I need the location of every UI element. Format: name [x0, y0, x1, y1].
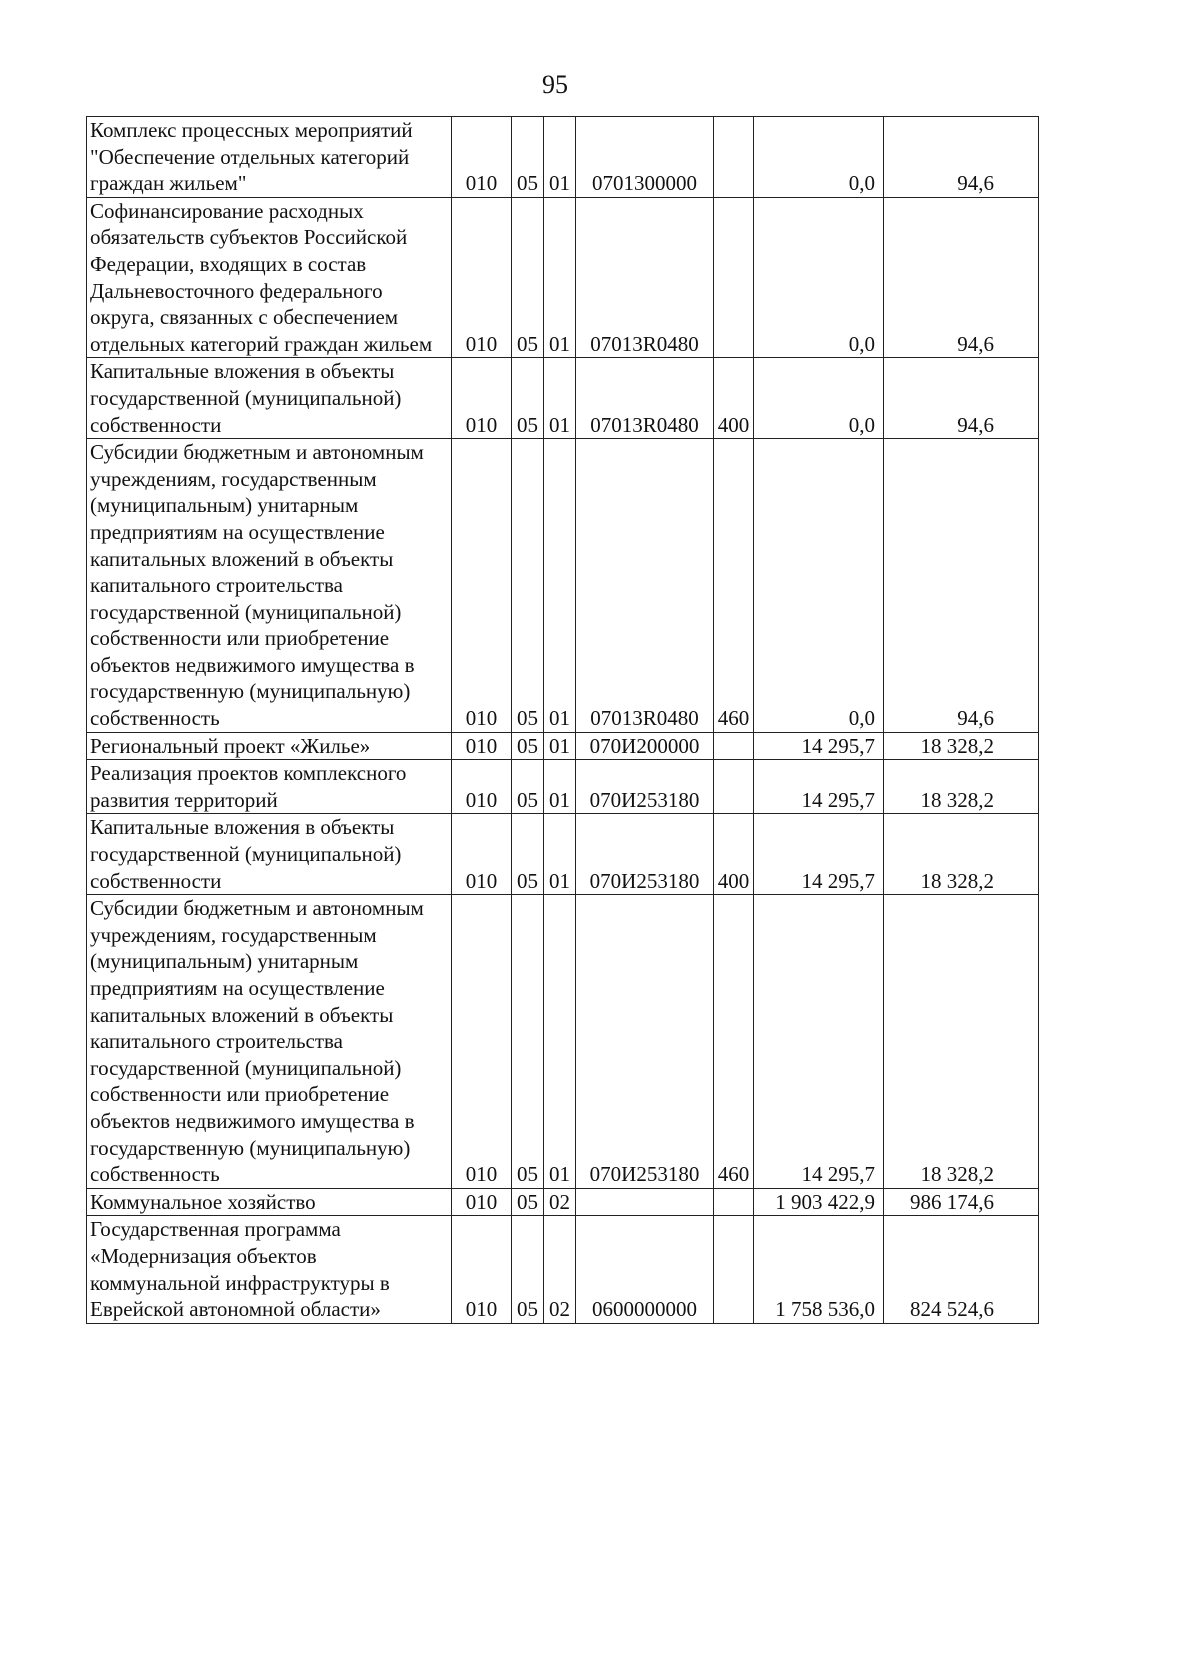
table-row — [87, 117, 1039, 198]
amount-year1-cell: 0,0 — [754, 358, 884, 439]
target-article-cell — [576, 1188, 714, 1216]
expense-type-cell: 400 — [714, 814, 754, 895]
amount-year1-cell: 14 295,7 — [754, 814, 884, 895]
target-article-cell: 07013R0480 — [576, 358, 714, 439]
item-name-cell: Субсидии бюджетным и автономным учреждениям, государственным (муниципальным) унитарным предприятиям на осуществление капитальных вложений в объекты капитального строительства государственной (муниципальной) собственности или приобретение объектов недвижимого имущества в государственную (муниципальную) собственность — [87, 439, 452, 733]
expense-type-cell: 460 — [714, 439, 754, 733]
subsection-code-cell: 01 — [544, 358, 576, 439]
budget-table — [86, 116, 1039, 1324]
ministry-code-cell: 010 — [452, 760, 512, 814]
expense-type-cell — [714, 197, 754, 358]
target-article-cell: 070И253180 — [576, 814, 714, 895]
amount-year1-cell: 1 758 536,0 — [754, 1216, 884, 1323]
ministry-code-cell: 010 — [452, 814, 512, 895]
section-code-cell: 05 — [512, 439, 544, 733]
table-row — [87, 814, 1039, 895]
target-article-cell: 070И253180 — [576, 760, 714, 814]
ministry-code-cell: 010 — [452, 358, 512, 439]
subsection-code-cell: 01 — [544, 895, 576, 1189]
target-article-cell: 07013R0480 — [576, 439, 714, 733]
target-article-cell: 0701300000 — [576, 117, 714, 198]
ministry-code-cell: 010 — [452, 732, 512, 760]
section-code-cell: 05 — [512, 760, 544, 814]
ministry-code-cell: 010 — [452, 197, 512, 358]
subsection-code-cell: 02 — [544, 1216, 576, 1323]
item-name-cell: Субсидии бюджетным и автономным учреждениям, государственным (муниципальным) унитарным предприятиям на осуществление капитальных вложений в объекты капитального строительства государственной (муниципальной) собственности или приобретение объектов недвижимого имущества в государственную (муниципальную) собственность — [87, 895, 452, 1189]
expense-type-cell — [714, 760, 754, 814]
subsection-code-cell: 01 — [544, 760, 576, 814]
table-row — [87, 1188, 1039, 1216]
section-code-cell: 05 — [512, 117, 544, 198]
target-article-cell: 0600000000 — [576, 1216, 714, 1323]
section-code-cell: 05 — [512, 814, 544, 895]
amount-year1-cell: 0,0 — [754, 439, 884, 733]
section-code-cell: 05 — [512, 1188, 544, 1216]
ministry-code-cell: 010 — [452, 1188, 512, 1216]
expense-type-cell — [714, 1188, 754, 1216]
subsection-code-cell: 01 — [544, 814, 576, 895]
item-name-cell: Комплекс процессных мероприятий "Обеспечение отдельных категорий граждан жильем" — [87, 117, 452, 198]
expense-type-cell: 460 — [714, 895, 754, 1189]
item-name-cell: Капитальные вложения в объекты государственной (муниципальной) собственности — [87, 814, 452, 895]
amount-year2-cell: 94,6 — [884, 439, 1039, 733]
section-code-cell: 05 — [512, 358, 544, 439]
amount-year2-cell: 986 174,6 — [884, 1188, 1039, 1216]
amount-year1-cell: 1 903 422,9 — [754, 1188, 884, 1216]
page-number: 95 — [542, 70, 568, 99]
item-name-cell: Реализация проектов комплексного развития территорий — [87, 760, 452, 814]
table-row — [87, 439, 1039, 733]
amount-year1-cell: 14 295,7 — [754, 760, 884, 814]
subsection-code-cell: 01 — [544, 197, 576, 358]
item-name-cell: Капитальные вложения в объекты государственной (муниципальной) собственности — [87, 358, 452, 439]
section-code-cell: 05 — [512, 732, 544, 760]
expense-type-cell — [714, 732, 754, 760]
amount-year2-cell: 94,6 — [884, 197, 1039, 358]
target-article-cell: 07013R0480 — [576, 197, 714, 358]
amount-year2-cell: 824 524,6 — [884, 1216, 1039, 1323]
amount-year2-cell: 94,6 — [884, 117, 1039, 198]
amount-year1-cell: 0,0 — [754, 197, 884, 358]
table-row — [87, 760, 1039, 814]
ministry-code-cell: 010 — [452, 895, 512, 1189]
amount-year2-cell: 94,6 — [884, 358, 1039, 439]
table-row — [87, 1216, 1039, 1323]
amount-year2-cell: 18 328,2 — [884, 732, 1039, 760]
subsection-code-cell: 01 — [544, 732, 576, 760]
amount-year1-cell: 14 295,7 — [754, 732, 884, 760]
table-row — [87, 358, 1039, 439]
expense-type-cell — [714, 117, 754, 198]
table-row — [87, 732, 1039, 760]
table-row — [87, 895, 1039, 1189]
target-article-cell: 070И253180 — [576, 895, 714, 1189]
amount-year1-cell: 0,0 — [754, 117, 884, 198]
item-name-cell: Коммунальное хозяйство — [87, 1188, 452, 1216]
section-code-cell: 05 — [512, 895, 544, 1189]
subsection-code-cell: 01 — [544, 439, 576, 733]
amount-year2-cell: 18 328,2 — [884, 895, 1039, 1189]
amount-year1-cell: 14 295,7 — [754, 895, 884, 1189]
subsection-code-cell: 01 — [544, 117, 576, 198]
table-row — [87, 197, 1039, 358]
amount-year2-cell: 18 328,2 — [884, 760, 1039, 814]
section-code-cell: 05 — [512, 1216, 544, 1323]
ministry-code-cell: 010 — [452, 117, 512, 198]
expense-type-cell — [714, 1216, 754, 1323]
item-name-cell: Софинансирование расходных обязательств субъектов Российской Федерации, входящих в состав Дальневосточного федерального округа, связанных с обеспечением отдельных категорий граждан жильем — [87, 197, 452, 358]
expense-type-cell: 400 — [714, 358, 754, 439]
item-name-cell: Региональный проект «Жилье» — [87, 732, 452, 760]
ministry-code-cell: 010 — [452, 1216, 512, 1323]
subsection-code-cell: 02 — [544, 1188, 576, 1216]
section-code-cell: 05 — [512, 197, 544, 358]
ministry-code-cell: 010 — [452, 439, 512, 733]
target-article-cell: 070И200000 — [576, 732, 714, 760]
amount-year2-cell: 18 328,2 — [884, 814, 1039, 895]
item-name-cell: Государственная программа «Модернизация объектов коммунальной инфраструктуры в Еврейской автономной области» — [87, 1216, 452, 1323]
